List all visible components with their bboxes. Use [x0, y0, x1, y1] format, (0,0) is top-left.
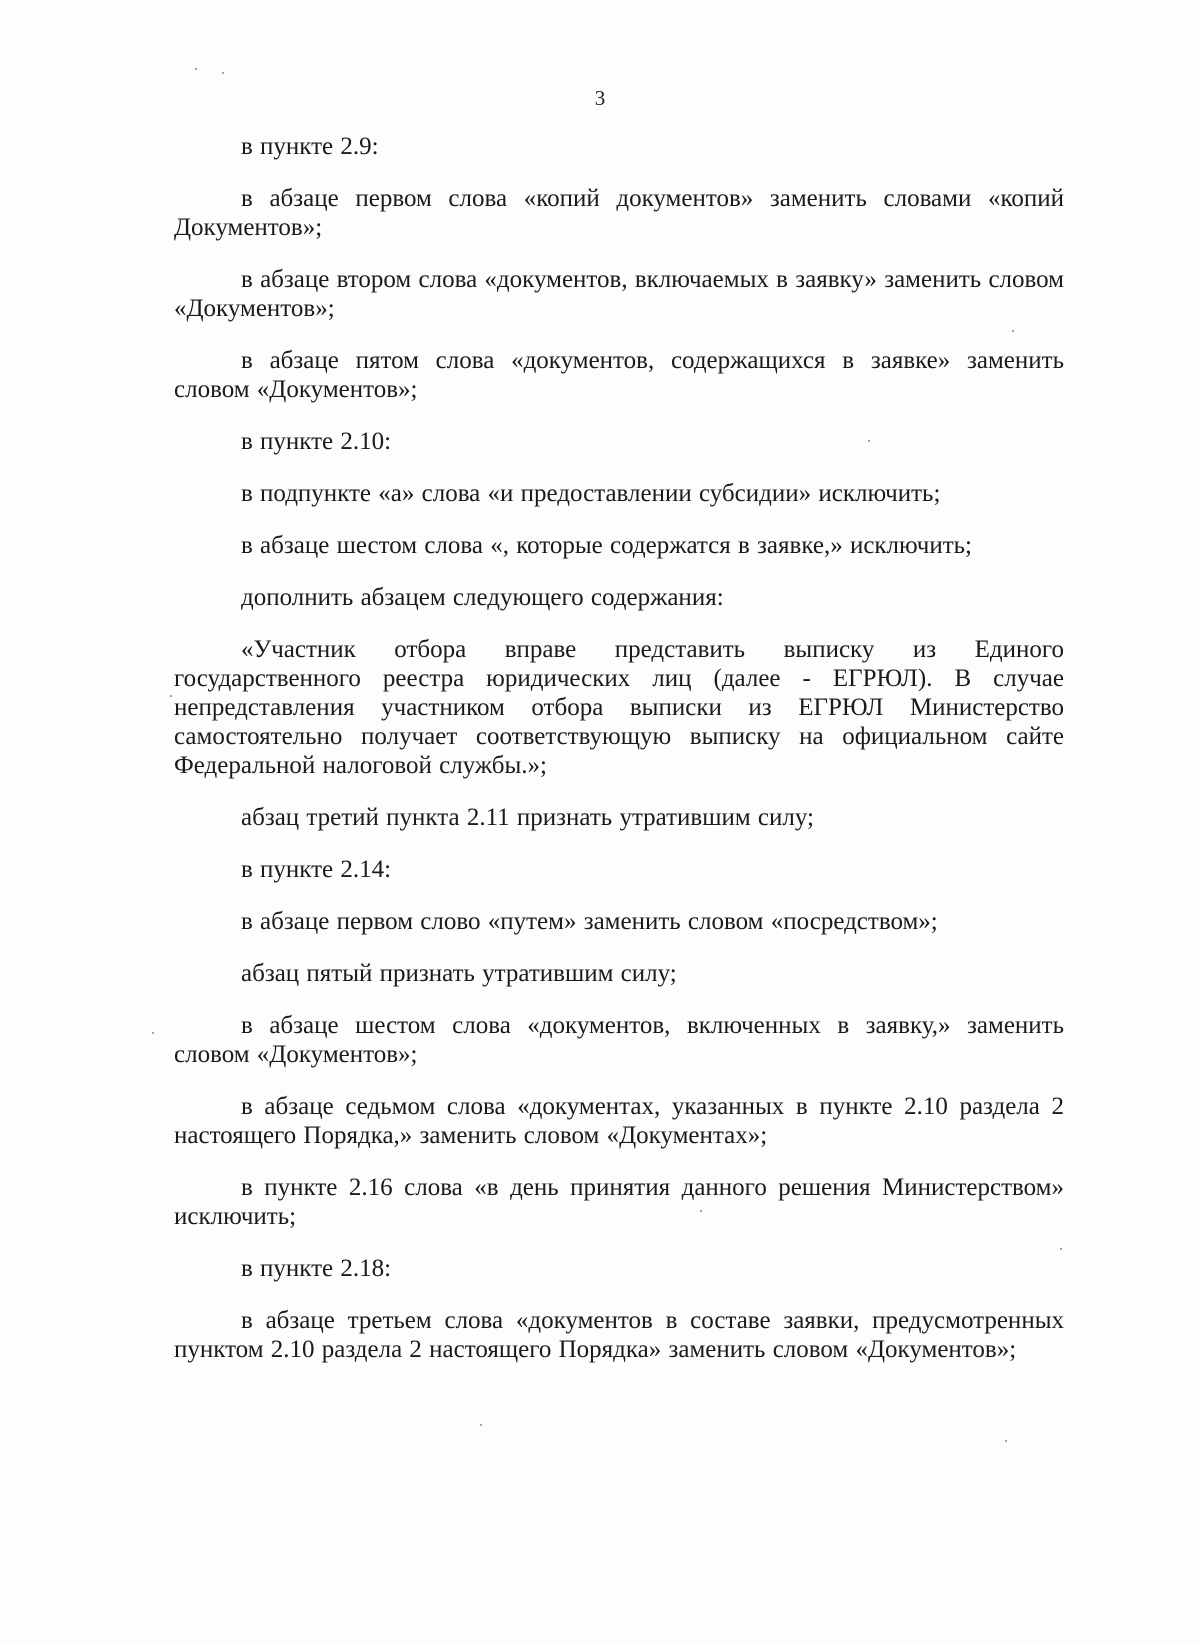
document-body: [174, 132, 1064, 1387]
paragraph-18: в абзаце третьем слова «документов в составе заявки, предусмотренных пунктом 2.10 раздела 2 настоящего Порядка» заменить словом «Документов»;: [174, 1307, 1064, 1363]
paragraph-11: в пункте 2.14:: [241, 856, 392, 883]
paragraph-9: «Участник отбора вправе представить выписку из Единого государственного реестра юридических лиц (далее - ЕГРЮЛ). В случае непредставления участником отбора выписки из ЕГРЮЛ Министерство самостоятельно получает соответствующую выписку на официальном сайте Федеральной налоговой службы.»;: [174, 636, 1064, 779]
paragraph-12: в абзаце первом слово «путем» заменить словом «посредством»;: [241, 908, 938, 935]
scan-speck: [195, 68, 197, 70]
paragraph-4: в абзаце пятом слова «документов, содержащихся в заявке» заменить словом «Документов»;: [174, 347, 1064, 403]
paragraph-8: дополнить абзацем следующего содержания:: [241, 584, 724, 611]
paragraph-13: абзац пятый признать утратившим силу;: [241, 960, 677, 987]
paragraph-2: в абзаце первом слова «копий документов» заменить словами «копий Документов»;: [174, 185, 1064, 241]
paragraph-14: в абзаце шестом слова «документов, включенных в заявку,» заменить словом «Документов»;: [174, 1012, 1064, 1068]
paragraph-7: в абзаце шестом слова «, которые содержатся в заявке,» исключить;: [241, 532, 972, 559]
scan-speck: [868, 440, 870, 442]
paragraph-10: абзац третий пункта 2.11 признать утратившим силу;: [241, 804, 814, 831]
paragraph-15: в абзаце седьмом слова «документах, указанных в пункте 2.10 раздела 2 настоящего Порядка,» заменить словом «Документах»;: [174, 1093, 1064, 1149]
scan-speck: [1060, 1248, 1062, 1250]
scan-speck: [170, 695, 172, 697]
page-number: 3: [594, 86, 606, 110]
paragraph-16: в пункте 2.16 слова «в день принятия данного решения Министерством» исключить;: [174, 1174, 1064, 1230]
scan-speck: [222, 72, 224, 74]
paragraph-6: в подпункте «а» слова «и предоставлении субсидии» исключить;: [241, 480, 941, 507]
paragraph-17: в пункте 2.18:: [241, 1255, 392, 1282]
scan-speck: [480, 1424, 482, 1426]
paragraph-5: в пункте 2.10:: [241, 428, 392, 455]
paragraph-1: в пункте 2.9:: [241, 133, 379, 160]
paragraph-3: в абзаце втором слова «документов, включаемых в заявку» заменить словом «Документов»;: [174, 266, 1064, 322]
scan-speck: [1012, 330, 1014, 332]
scan-speck: [700, 1210, 702, 1212]
scan-speck: [1005, 1440, 1007, 1442]
scan-speck: [152, 1032, 154, 1034]
